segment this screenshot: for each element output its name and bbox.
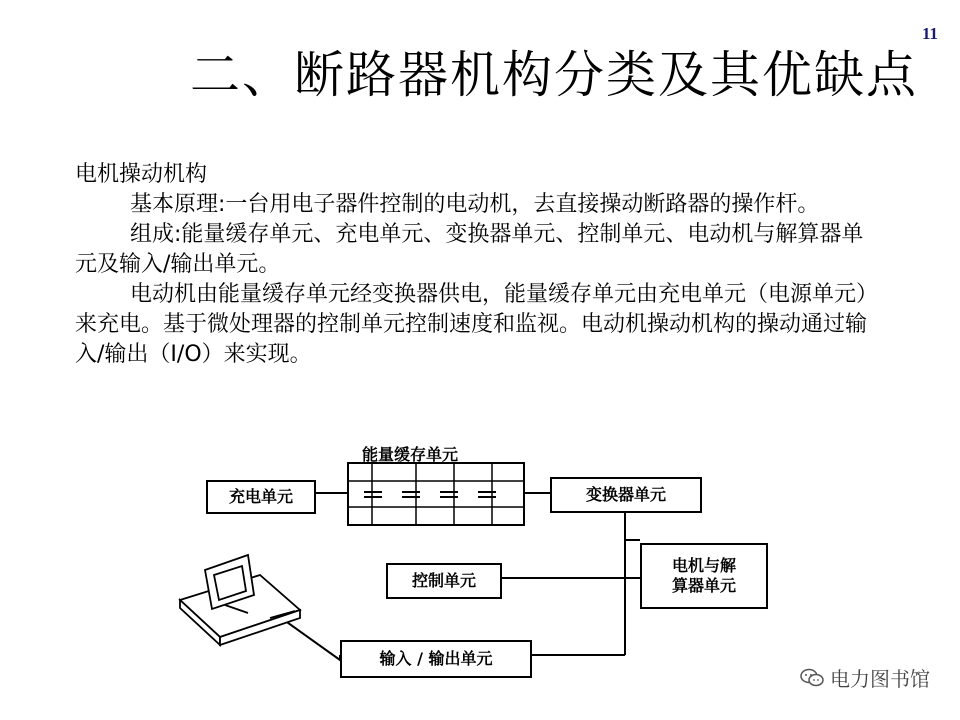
paragraph-composition: 组成:能量缓存单元、充电单元、变换器单元、控制单元、电动机与解算器单元及输入/输出单元。 [75,222,864,277]
block-diagram [170,425,780,710]
page-number: 11 [921,24,938,43]
io-unit-box: 输入 / 输出单元 [340,640,532,678]
motor-resolver-unit-box [640,543,768,609]
watermark [800,663,930,692]
motor-resolver-line2: 算器单元 [671,576,736,595]
section-heading: 电机操动机构 [75,162,208,187]
watermark-text: 电力图书馆 [830,667,930,691]
converter-unit-box: 变换器单元 [550,477,702,513]
body-text [75,160,885,370]
page-title: 二、断路器机构分类及其优缺点 [190,46,918,104]
paragraph-operation: 电动机由能量缓存单元经变换器供电，能量缓存单元由充电单元（电源单元）来充电。基于微处理器的控制单元控制速度和监视。电动机操动机构的操动通过输入/输出（I/O）来实现。 [75,282,879,367]
wechat-icon [800,668,824,688]
energy-buffer-label: 能量缓存单元 [362,445,459,464]
computer-icon [180,555,300,645]
paragraph-principle: 基本原理:一台用电子器件控制的电动机，去直接操动断路器的操作杆。 [130,192,820,217]
control-unit-box: 控制单元 [386,563,502,599]
energy-buffer-box [348,463,524,525]
charging-unit-box: 充电单元 [206,480,316,514]
motor-resolver-line1: 电机与解 [671,556,736,575]
